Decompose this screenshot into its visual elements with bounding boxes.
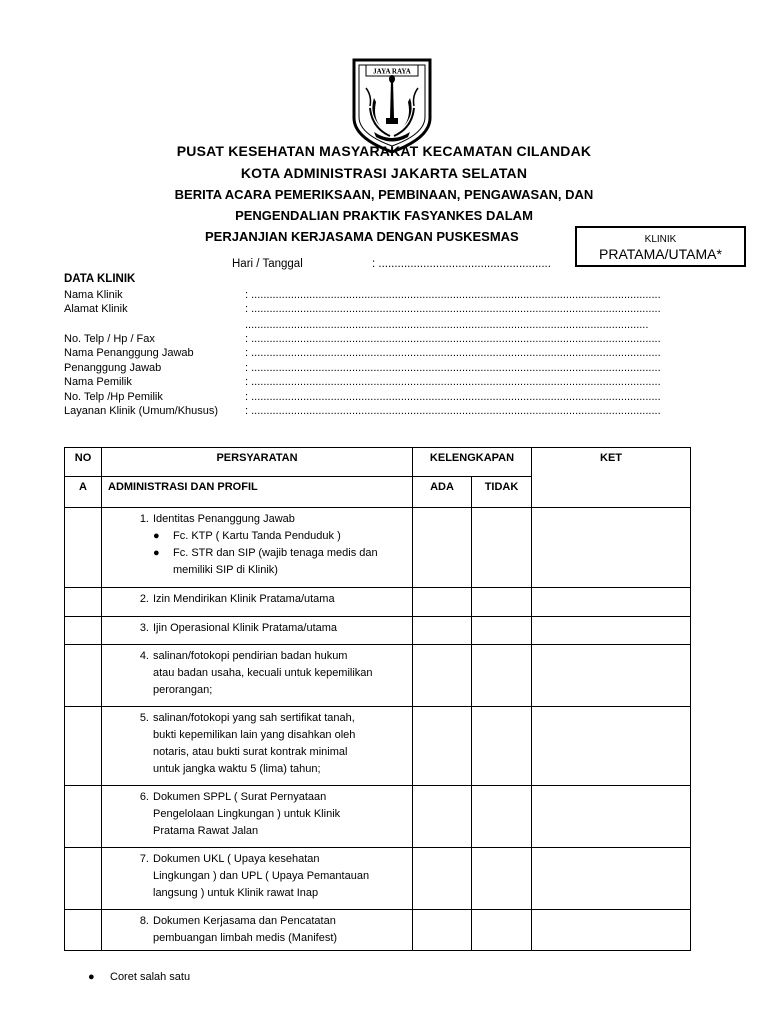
ket-cell[interactable] (532, 588, 691, 617)
bullet-icon: ● (153, 547, 160, 559)
bullet-icon: ● (153, 530, 160, 542)
data-klinik-title: DATA KLINIK (64, 273, 136, 285)
header-title-line1: PUSAT KESEHATAN MASYARAKAT KECAMATAN CILANDAK (176, 143, 592, 159)
header-ket: KET (532, 448, 691, 508)
table-header-row (65, 448, 691, 477)
jakarta-emblem-logo (350, 58, 434, 154)
requirement-item: 1. Identitas Penanggung Jawab ● Fc. KTP ( Kartu Tanda Penduduk ) ● Fc. STR dan SIP (wajib tenaga medis dan memiliki SIP di Klinik) (102, 508, 413, 588)
header-title-line3: BERITA ACARA PEMERIKSAAN, PEMBINAAN, PENGAWASAN, DAN (174, 187, 594, 202)
ket-cell[interactable] (532, 848, 691, 910)
ket-cell[interactable] (532, 508, 691, 588)
requirement-item: 8. Dokumen Kerjasama dan Pencatatan pembuangan limbah medis (Manifest) (102, 910, 413, 951)
checkbox-ada[interactable] (413, 848, 472, 910)
checkbox-tidak[interactable] (472, 910, 532, 951)
table-row (65, 786, 691, 848)
section-letter: A (65, 477, 102, 508)
requirement-item: 7. Dokumen UKL ( Upaya kesehatan Lingkungan ) dan UPL ( Upaya Pemantauan langsung ) untuk Klinik rawat Inap (102, 848, 413, 910)
checkbox-ada[interactable] (413, 645, 472, 707)
date-label: Hari / Tanggal (232, 258, 303, 270)
requirement-item: 2. Izin Mendirikan Klinik Pratama/utama (102, 588, 413, 617)
checkbox-ada[interactable] (413, 588, 472, 617)
header-title-line2: KOTA ADMINISTRASI JAKARTA SELATAN (240, 165, 528, 181)
date-line (232, 258, 551, 270)
checkbox-tidak[interactable] (472, 848, 532, 910)
klinik-type-box (575, 226, 746, 267)
requirement-item: 3. Ijin Operasional Klinik Pratama/utama (102, 617, 413, 645)
checkbox-tidak[interactable] (472, 588, 532, 617)
svg-text:JAYA RAYA: JAYA RAYA (373, 67, 411, 76)
ket-cell[interactable] (532, 645, 691, 707)
header-tidak: TIDAK (472, 477, 532, 508)
header-ada: ADA (413, 477, 472, 508)
klinik-box-label: KLINIK (644, 234, 677, 245)
checkbox-tidak[interactable] (472, 617, 532, 645)
table-row (65, 588, 691, 617)
checkbox-ada[interactable] (413, 786, 472, 848)
ket-cell[interactable] (532, 707, 691, 786)
checkbox-ada[interactable] (413, 617, 472, 645)
requirement-item: 6. Dokumen SPPL ( Surat Pernyataan Pengelolaan Lingkungan ) untuk Klinik Pratama Rawat Jalan (102, 786, 413, 848)
list-item: ● Fc. STR dan SIP (wajib tenaga medis dan (127, 545, 406, 562)
checkbox-tidak[interactable] (472, 645, 532, 707)
ket-cell[interactable] (532, 617, 691, 645)
header-kelengkapan: KELENGKAPAN (413, 448, 532, 477)
checkbox-tidak[interactable] (472, 786, 532, 848)
checkbox-ada[interactable] (413, 707, 472, 786)
klinik-box-type: PRATAMA/UTAMA* (599, 246, 722, 262)
list-item: ● Fc. KTP ( Kartu Tanda Penduduk ) (127, 528, 406, 545)
footnote (88, 971, 190, 983)
header-persyaratan: PERSYARATAN (102, 448, 413, 477)
header-no: NO (65, 448, 102, 477)
checkbox-ada[interactable] (413, 508, 472, 588)
ket-cell[interactable] (532, 910, 691, 951)
footnote-text: Coret salah satu (110, 971, 191, 983)
header-title-line4: PENGENDALIAN PRAKTIK FASYANKES DALAM (235, 208, 533, 223)
table-row (65, 645, 691, 707)
table-row (65, 910, 691, 951)
checkbox-tidak[interactable] (472, 707, 532, 786)
table-row (65, 707, 691, 786)
requirement-item: 4. salinan/fotokopi pendirian badan hukum atau badan usaha, kecuali untuk kepemilikan perorangan; (102, 645, 413, 707)
table-row (65, 848, 691, 910)
checkbox-tidak[interactable] (472, 508, 532, 588)
bullet-icon: ● (88, 971, 95, 983)
section-title: ADMINISTRASI DAN PROFIL (102, 477, 413, 508)
table-row (65, 508, 691, 588)
table-row (65, 617, 691, 645)
requirements-table (64, 447, 691, 951)
header-title-line5: PERJANJIAN KERJASAMA DENGAN PUSKESMAS (205, 229, 519, 244)
ket-cell[interactable] (532, 786, 691, 848)
date-value-field: : ...................................................... (372, 258, 551, 270)
requirement-item: 5. salinan/fotokopi yang sah sertifikat tanah, bukti kepemilikan lain yang disahkan oleh notaris, atau bukti surat kontrak minimal untuk jangka waktu 5 (lima) tahun; (102, 707, 413, 786)
checkbox-ada[interactable] (413, 910, 472, 951)
